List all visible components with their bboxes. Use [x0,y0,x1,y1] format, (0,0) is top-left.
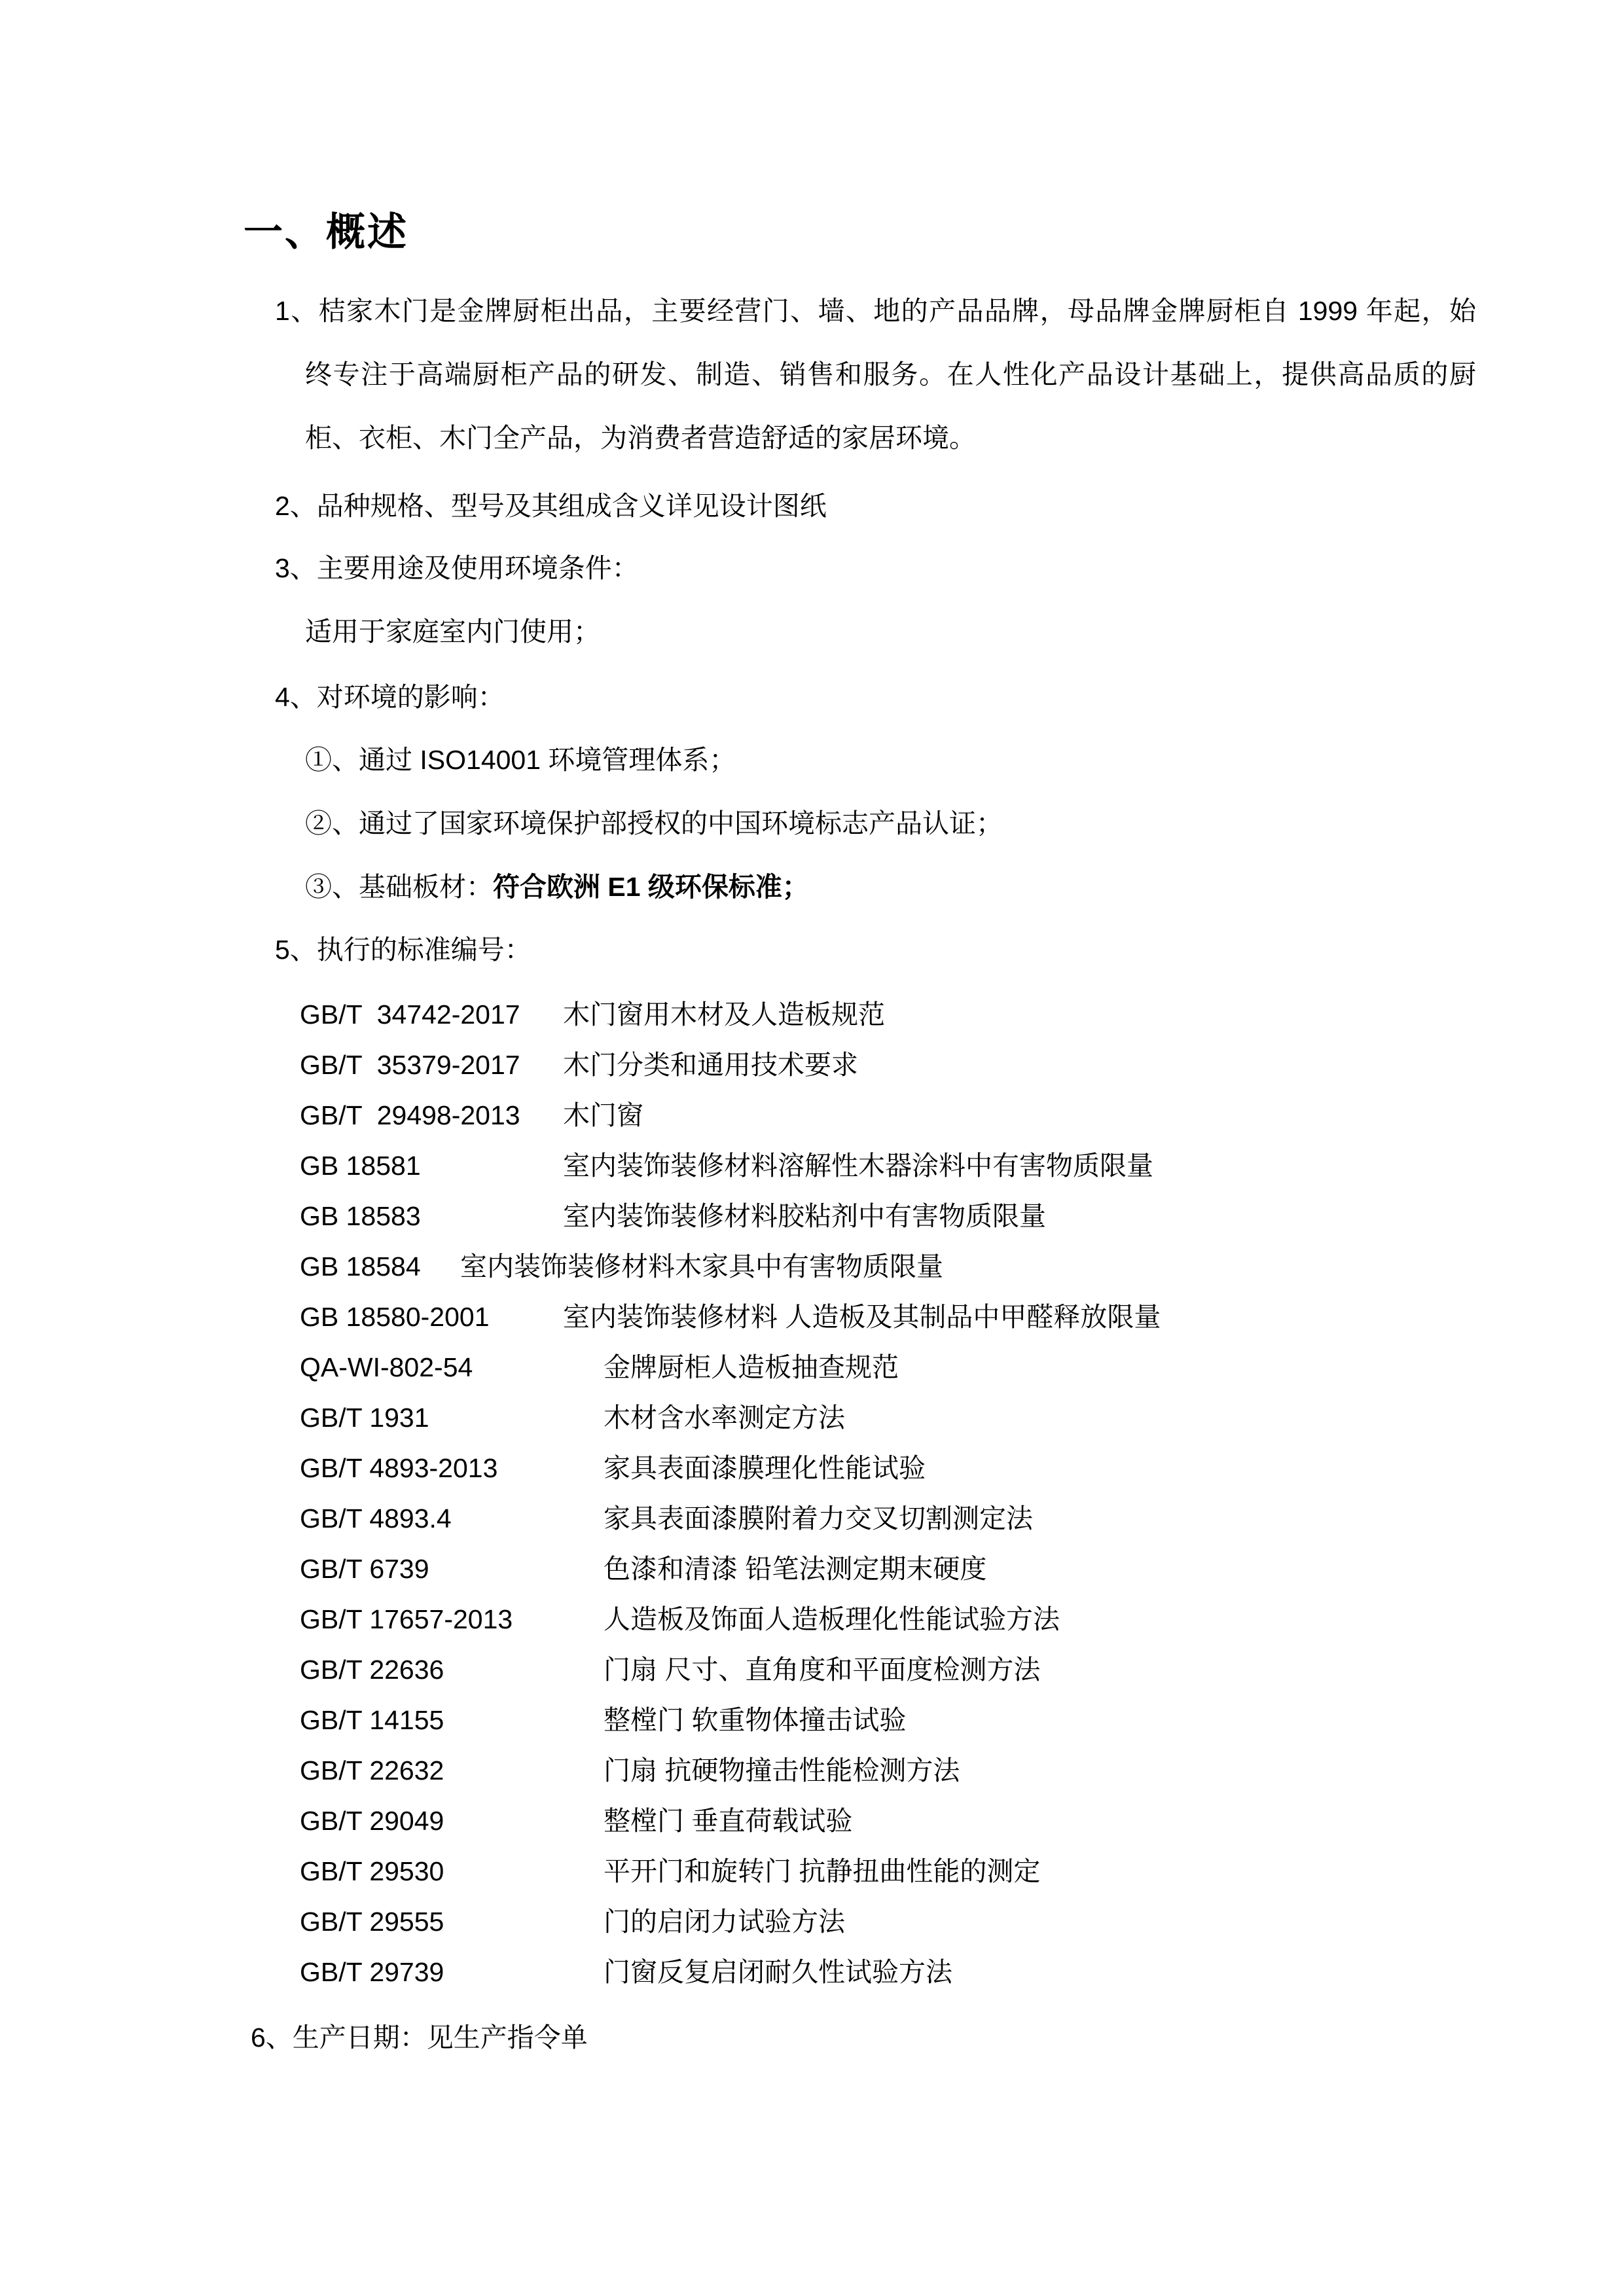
standard-name: 家具表面漆膜理化性能试验 [604,1453,926,1483]
standard-row [300,1796,1161,1846]
standard-name: 木材含水率测定方法 [604,1403,845,1433]
standard-row [300,1393,1161,1443]
standard-row [300,1645,1161,1695]
standard-row [300,1846,1161,1897]
standard-code: GB/T 29555 [300,1907,444,1937]
standard-name: 人造板及饰面人造板理化性能试验方法 [604,1604,1060,1634]
standard-row [300,1443,1161,1494]
standard-row [300,1494,1161,1544]
intro-line: 终专注于高端厨柜产品的研发、制造、销售和服务。在人性化产品设计基础上，提供高品质的厨 [305,359,1476,389]
standard-row [300,1594,1161,1645]
standard-name: 门扇 抗硬物撞击性能检测方法 [604,1755,960,1785]
standard-code: GB/T 22632 [300,1755,444,1785]
intro-paragraph [275,279,1476,470]
standard-code: GB/T 17657-2013 [300,1604,513,1634]
standard-code: GB 18580-2001 [300,1302,490,1332]
standard-name: 整樘门 垂直荷载试验 [604,1806,853,1836]
standard-name: 木门分类和通用技术要求 [563,1050,858,1080]
standard-code: GB/T 29530 [300,1856,444,1886]
standard-code: GB/T 14155 [300,1705,444,1735]
standard-name: 家具表面漆膜附着力交叉切割测定法 [604,1503,1033,1534]
standard-row [300,1292,1161,1342]
standard-code: GB/T 29498-2013 [300,1100,520,1130]
standard-row [300,1191,1161,1242]
list-item-4-sub-3 [305,870,809,903]
list-item-4-sub-2: ②、通过了国家环境保护部授权的中国环境标志产品认证； [305,808,1003,838]
standards-list [300,990,1161,1998]
standard-code: GB/T 34742-2017 [300,999,520,1030]
standard-name: 室内装饰装修材料胶粘剂中有害物质限量 [563,1201,1046,1231]
standard-row [300,1141,1161,1191]
list-item-6: 6、生产日期：见生产指令单 [251,2022,588,2053]
standard-name: 平开门和旋转门 抗静扭曲性能的测定 [604,1856,1041,1886]
list-item-3: 3、主要用途及使用环境条件： [275,553,639,583]
standard-row [300,1090,1161,1141]
standard-code: GB/T 22636 [300,1655,444,1685]
standard-row [300,1897,1161,1947]
standard-row [300,1342,1161,1393]
standard-row [300,1040,1161,1090]
standard-code: GB/T 1931 [300,1403,429,1433]
standard-row [300,1746,1161,1796]
intro-line: 1、桔家木门是金牌厨柜出品，主要经营门、墙、地的产品品牌，母品牌金牌厨柜自 1999 年起，始 [275,296,1476,326]
standard-code: GB 18583 [300,1201,421,1231]
standard-name: 室内装饰装修材料溶解性木器涂料中有害物质限量 [563,1151,1153,1181]
standard-name: 门扇 尺寸、直角度和平面度检测方法 [604,1655,1041,1685]
standard-name: 室内装饰装修材料 人造板及其制品中甲醛释放限量 [563,1302,1161,1332]
standard-code: GB/T 35379-2017 [300,1050,520,1080]
standard-row [300,1695,1161,1746]
standard-name: 木门窗用木材及人造板规范 [563,999,885,1030]
standard-code: GB/T 4893-2013 [300,1453,498,1483]
list-item-4: 4、对环境的影响： [275,682,505,712]
standard-code: GB 18584 [300,1251,421,1282]
intro-line: 柜、衣柜、木门全产品，为消费者营造舒适的家居环境。 [305,423,976,453]
standard-code: GB/T 29049 [300,1806,444,1836]
standard-code: QA-WI-802-54 [300,1352,473,1382]
standard-row [300,990,1161,1040]
list-item-4-sub-3-emphasis: 符合欧洲 E1 级环保标准； [493,872,809,902]
list-item-5: 5、执行的标准编号： [275,935,532,965]
list-item-4-sub-1: ①、通过 ISO14001 环境管理体系； [305,745,736,775]
list-item-2: 2、品种规格、型号及其组成含义详见设计图纸 [275,491,827,521]
standard-name: 整樘门 软重物体撞击试验 [604,1705,907,1735]
standard-row [300,1242,1161,1292]
standard-row [300,1544,1161,1594]
standard-code: GB/T 6739 [300,1554,429,1584]
list-item-3-note: 适用于家庭室内门使用； [305,617,600,647]
standard-code: GB 18581 [300,1151,421,1181]
standard-name: 门的启闭力试验方法 [604,1907,845,1937]
standard-code: GB/T 4893.4 [300,1503,452,1534]
standard-code: GB/T 29739 [300,1957,444,1987]
standard-name: 金牌厨柜人造板抽查规范 [604,1352,899,1382]
standard-name: 门窗反复启闭耐久性试验方法 [604,1957,952,1987]
standard-name: 色漆和清漆 铅笔法测定期末硬度 [604,1554,987,1584]
standard-name: 木门窗 [563,1100,643,1130]
list-item-4-sub-3-label: ③、基础板材： [305,872,493,902]
standard-name: 室内装饰装修材料木家具中有害物质限量 [460,1251,943,1282]
standard-row [300,1947,1161,1998]
section-heading: 一、概述 [244,210,408,254]
